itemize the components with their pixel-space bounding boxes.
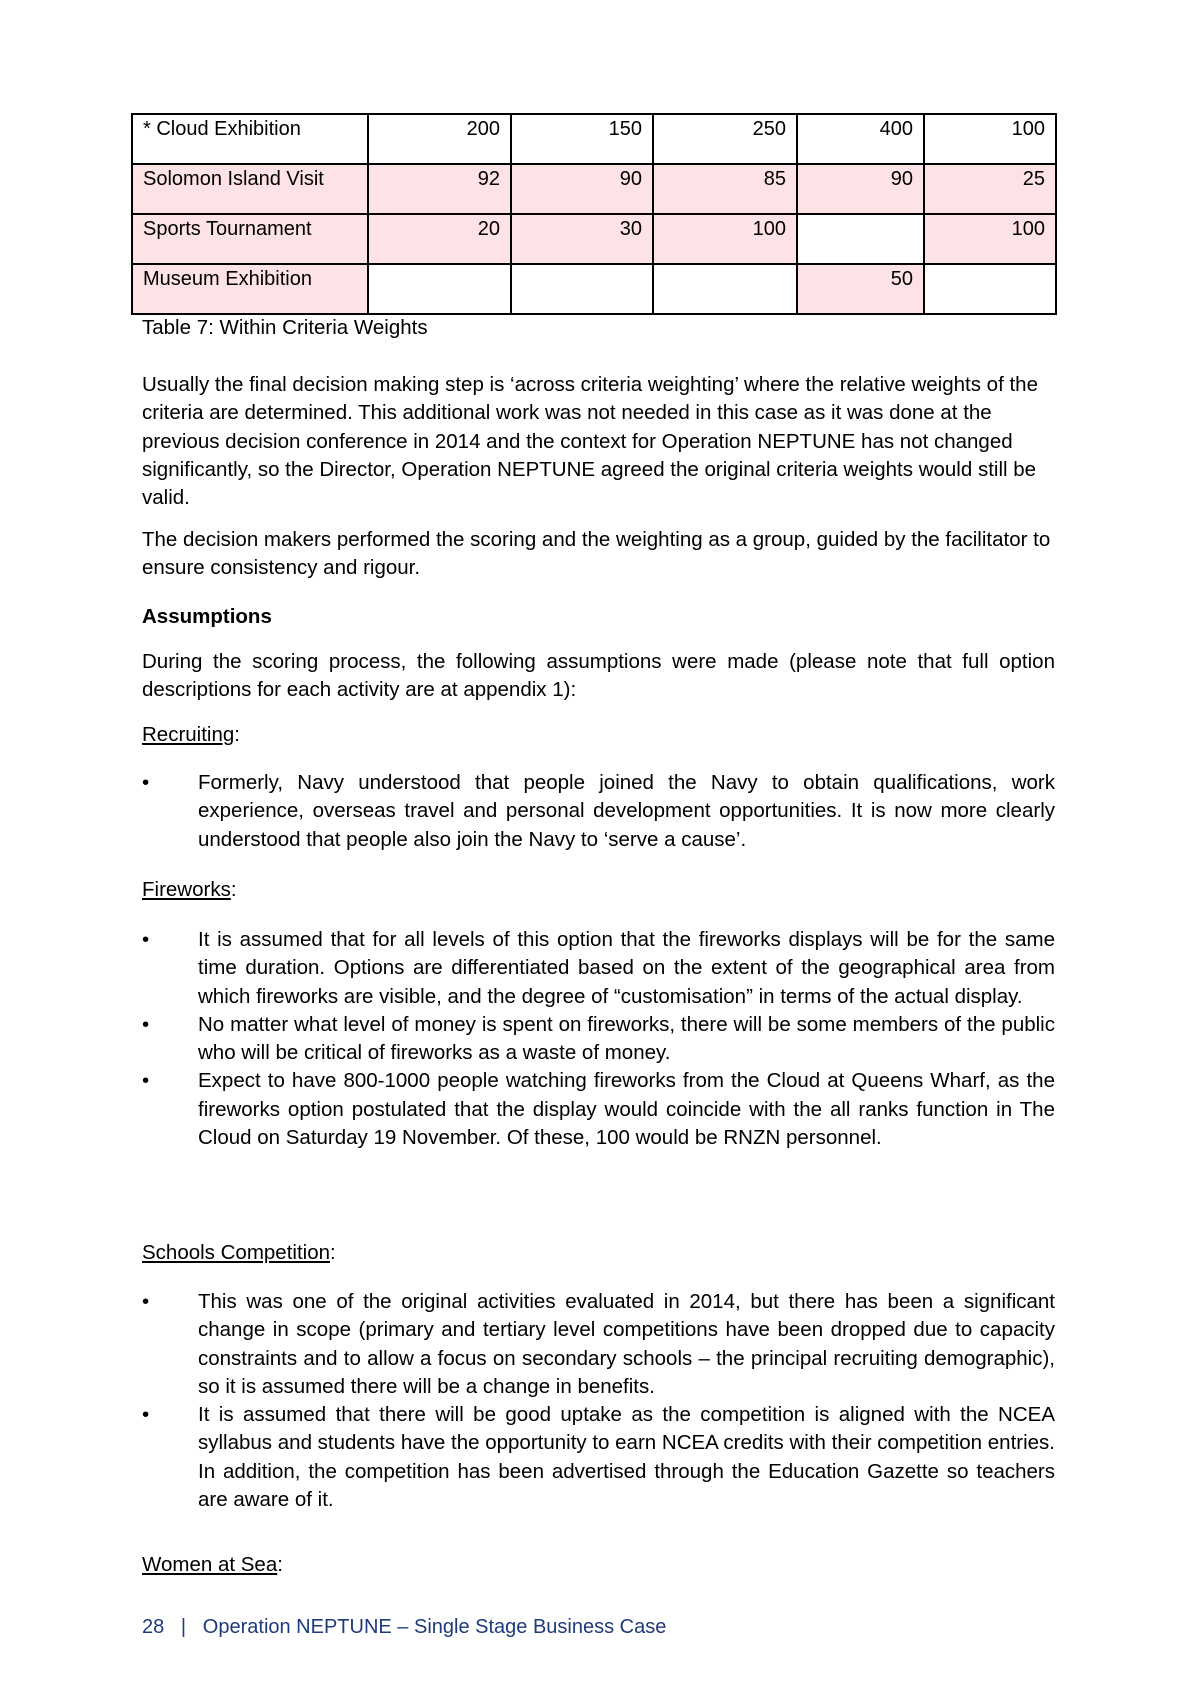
section-title-recruiting: Recruiting: bbox=[142, 723, 240, 746]
table-cell: 400 bbox=[797, 114, 924, 164]
bullet-icon: • bbox=[142, 1069, 150, 1093]
table-cell bbox=[924, 264, 1056, 314]
paragraph-across-criteria: Usually the final decision making step is ‘across criteria weighting’ where the relative weights of the criteria are determined. This additional work was not needed in this case as it was done at the previous decision conference in 2014 and the context for Operation NEPTUNE has not changed significantly, so the Director, Operation NEPTUNE agreed the original criteria weights would still be valid. bbox=[142, 373, 1038, 510]
bullet-icon: • bbox=[142, 771, 150, 794]
table-cell: 100 bbox=[653, 214, 797, 264]
row-label: Solomon Island Visit bbox=[132, 164, 368, 214]
table-cell: 90 bbox=[797, 164, 924, 214]
table-cell: 20 bbox=[368, 214, 511, 264]
recruiting-bullets bbox=[142, 769, 1055, 854]
table-cell: 85 bbox=[653, 164, 797, 214]
table-row bbox=[132, 114, 1056, 164]
table-caption: Table 7: Within Criteria Weights bbox=[142, 316, 428, 339]
footer-separator: | bbox=[180, 1616, 187, 1638]
table-cell: 100 bbox=[924, 214, 1056, 264]
table-cell: 100 bbox=[924, 114, 1056, 164]
bullet-icon: • bbox=[142, 1403, 150, 1427]
footer-title: Operation NEPTUNE – Single Stage Business Case bbox=[202, 1616, 667, 1638]
row-label: Museum Exhibition bbox=[132, 264, 368, 314]
table-cell bbox=[797, 214, 924, 264]
bullet-icon: • bbox=[142, 1012, 150, 1036]
section-title-fireworks: Fireworks: bbox=[142, 878, 237, 901]
within-criteria-weights-table bbox=[131, 113, 1057, 315]
section-title-women-at-sea: Women at Sea: bbox=[142, 1553, 283, 1576]
fireworks-bullets bbox=[142, 926, 1055, 1152]
list-item: • Expect to have 800-1000 people watching fireworks from the Cloud at Queens Wharf, as the fireworks option postulated that the display would coincide with the all ranks function in The Cloud on Saturday 19 November. Of these, 100 would be RNZN personnel. bbox=[142, 1069, 1055, 1150]
table-cell bbox=[511, 264, 653, 314]
paragraph-decision-makers: The decision makers performed the scoring and the weighting as a group, guided by the facilitator to ensure consistency and rigour. bbox=[142, 528, 1051, 580]
schools-competition-bullets bbox=[142, 1288, 1055, 1514]
table-cell bbox=[368, 264, 511, 314]
table-cell bbox=[653, 264, 797, 314]
table-cell: 92 bbox=[368, 164, 511, 214]
bullet-icon: • bbox=[142, 1290, 150, 1313]
list-item: • No matter what level of money is spent on fireworks, there will be some members of the public who will be critical of fireworks as a waste of money. bbox=[142, 1012, 1055, 1065]
section-title-schools-competition: Schools Competition: bbox=[142, 1241, 336, 1264]
table-cell: 30 bbox=[511, 214, 653, 264]
page-footer bbox=[142, 1614, 666, 1640]
assumptions-intro: During the scoring process, the following assumptions were made (please note that full option descriptions for each activity are at appendix 1): bbox=[142, 650, 1055, 702]
assumptions-heading: Assumptions bbox=[142, 605, 272, 628]
list-item: • It is assumed that for all levels of this option that the fireworks displays will be for the same time duration. Options are differentiated based on the extent of the geographical area from which fireworks are visible, and the degree of “customisation” in terms of the actual display. bbox=[142, 928, 1055, 1008]
table-row bbox=[132, 214, 1056, 264]
table-cell: 250 bbox=[653, 114, 797, 164]
list-item: • This was one of the original activities evaluated in 2014, but there has been a significant change in scope (primary and tertiary level competitions have been dropped due to capacity constraints and to allow a focus on secondary schools – the principal recruiting demographic), so it is assumed there will be a change in benefits. bbox=[142, 1290, 1055, 1398]
list-item: • Formerly, Navy understood that people joined the Navy to obtain qualifications, work experience, overseas travel and personal development opportunities. It is now more clearly understood that people also join the Navy to ‘serve a cause’. bbox=[142, 771, 1055, 851]
table-cell: 25 bbox=[924, 164, 1056, 214]
table-cell: 50 bbox=[797, 264, 924, 314]
table-cell: 200 bbox=[368, 114, 511, 164]
row-label: Sports Tournament bbox=[132, 214, 368, 264]
table-row bbox=[132, 264, 1056, 314]
table-row bbox=[132, 164, 1056, 214]
row-label: * Cloud Exhibition bbox=[132, 114, 368, 164]
bullet-icon: • bbox=[142, 928, 150, 951]
page-number: 28 bbox=[142, 1616, 165, 1638]
table-cell: 150 bbox=[511, 114, 653, 164]
list-item: • It is assumed that there will be good uptake as the competition is aligned with the NCEA syllabus and students have the opportunity to earn NCEA credits with their competition entries. In addition, the competition has been advertised through the Education Gazette so teachers are aware of it. bbox=[142, 1403, 1055, 1512]
table-cell: 90 bbox=[511, 164, 653, 214]
